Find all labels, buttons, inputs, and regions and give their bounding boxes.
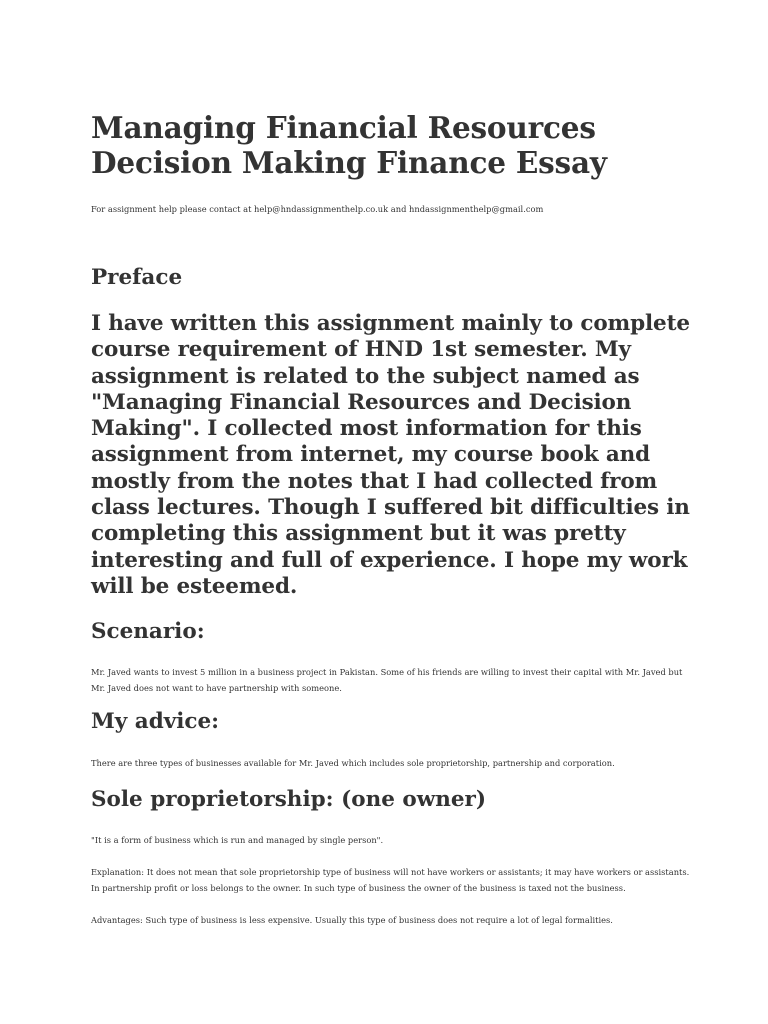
sole-proprietorship-advantages: Advantages: Such type of business is less expensive. Usually this type of business does not require a lot of legal formalities. — [91, 915, 613, 925]
document-title: Managing Financial Resources Decision Making Finance Essay — [91, 110, 607, 180]
advice-body: There are three types of businesses available for Mr. Javed which includes sole proprietorship, partnership and corporation. — [91, 758, 615, 768]
preface-body: I have written this assignment mainly to complete course requirement of HND 1st semester. My assignment is related to the subject named as "Managing Financial Resources and Decision Making". I collected most information for this assignment from internet, my course book and mostly from the notes that I had collected from class lectures. Though I suffered bit difficulties in completing this assignment but it was pretty interesting and full of experience. I hope my work will be esteemed. — [91, 311, 690, 599]
sole-proprietorship-definition: "It is a form of business which is run and managed by single person". — [91, 835, 384, 845]
advice-heading: My advice: — [91, 709, 220, 734]
sole-proprietorship-explanation: Explanation: It does not mean that sole proprietorship type of business will not have workers or assistants; it may have workers or assistants. In partnership profit or loss belongs to the owner. In such type of business the owner of the business is taxed not the business. — [91, 867, 690, 893]
scenario-body: Mr. Javed wants to invest 5 million in a business project in Pakistan. Some of his friends are willing to invest their capital with Mr. Javed but Mr. Javed does not want to have partnership with someone. — [91, 667, 683, 693]
preface-heading: Preface — [91, 265, 183, 290]
contact-line: For assignment help please contact at help@hndassignmenthelp.co.uk and hndassignmenthelp@gmail.com — [91, 204, 544, 214]
scenario-heading: Scenario: — [91, 619, 205, 644]
sole-proprietorship-heading: Sole proprietorship: (one owner) — [91, 787, 487, 812]
